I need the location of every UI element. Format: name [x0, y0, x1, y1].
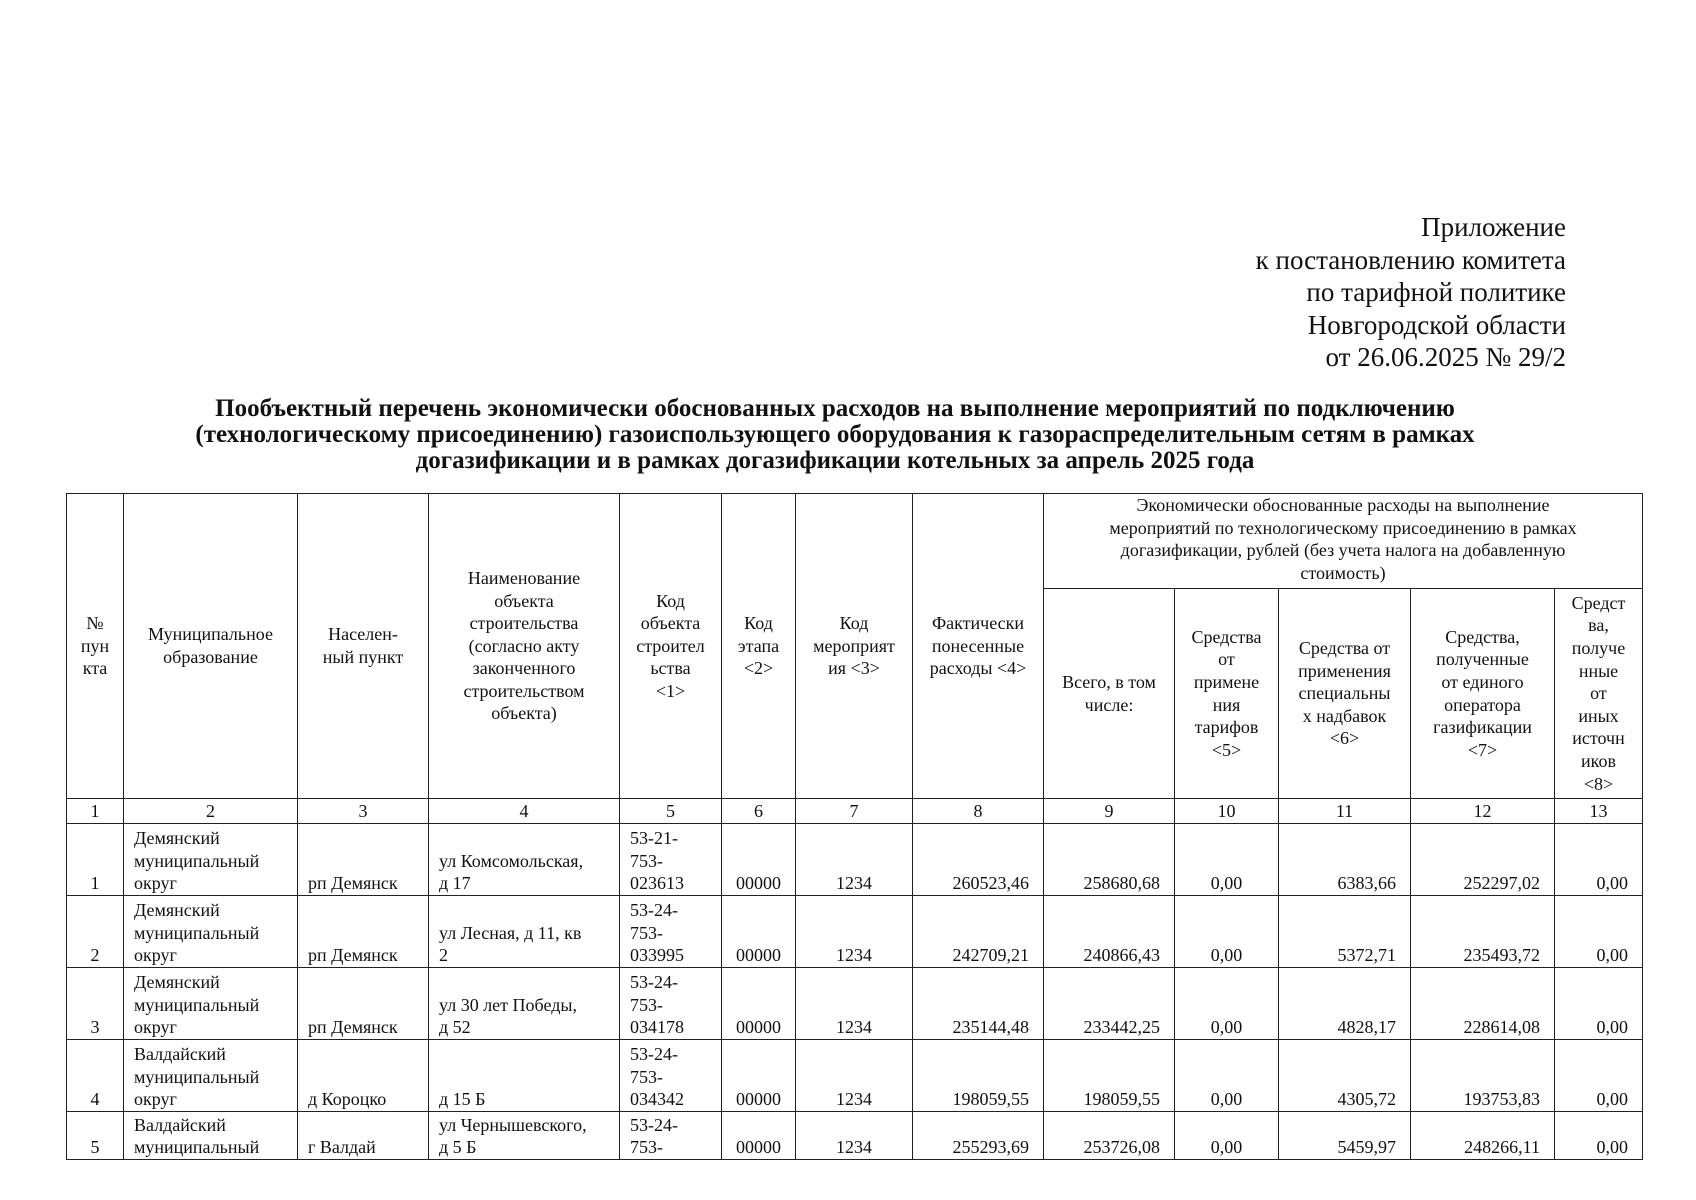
header-line: ьства [650, 658, 691, 679]
cell-surcharges: 4305,72 [1279, 1040, 1411, 1112]
cell-stage-code: 00000 [722, 1040, 796, 1112]
header-line: объекта [494, 590, 554, 611]
cell-municipality-line: округ [134, 1017, 177, 1038]
cell-municipality-line: Демянский [134, 828, 220, 849]
cell-surcharges: 5372,71 [1279, 896, 1411, 968]
header-line: (согласно акту [468, 635, 580, 656]
appendix-line: Приложение [1421, 212, 1566, 242]
header-line: <8> [1583, 773, 1614, 794]
column-number: 6 [722, 799, 796, 824]
table-row [67, 824, 1643, 896]
cell-operator: 248266,11 [1411, 1112, 1555, 1160]
cell-total: 258680,68 [1044, 824, 1175, 896]
header-line: мероприят [813, 635, 895, 656]
cell-operator: 252297,02 [1411, 824, 1555, 896]
cell-object-code-line: 753- [630, 922, 663, 943]
header-actual-costs [913, 494, 1044, 799]
column-number: 5 [620, 799, 722, 824]
cell-object-code-line: 53-21- [630, 828, 678, 849]
header-line: № [86, 613, 104, 634]
cell-municipality-line: муниципальный [134, 1137, 260, 1158]
cell-municipality-line: Валдайский [134, 1114, 226, 1135]
cell-stage-code: 00000 [722, 1112, 796, 1160]
column-number: 3 [298, 799, 429, 824]
header-line: объекта) [491, 703, 557, 724]
header-line: Наименование [467, 567, 581, 588]
header-line: оператора [1444, 694, 1521, 715]
header-line: законченного [472, 658, 576, 679]
cell-other-sources: 0,00 [1555, 896, 1643, 968]
cell-event-code: 1234 [796, 1040, 913, 1112]
header-line: Экономически обоснованные расходы на выполнение [1136, 495, 1550, 515]
column-number: 9 [1044, 799, 1175, 824]
cell-tariffs: 0,00 [1175, 896, 1279, 968]
header-line: Населен- [328, 624, 398, 645]
column-number: 13 [1555, 799, 1643, 824]
cell-actual-costs: 255293,69 [913, 1112, 1044, 1160]
title-line: догазификации и в рамках догазификации котельных за апрель 2025 года [415, 447, 1255, 474]
header-line: Фактически [931, 613, 1025, 634]
header-line: Код [656, 590, 685, 611]
header-line: числе: [1084, 694, 1134, 715]
header-line: ия <3> [828, 658, 880, 679]
header-line: ва, [1588, 615, 1609, 636]
cell-object-code-line: 023613 [630, 873, 684, 894]
header-line: стоимость) [1300, 562, 1386, 583]
cell-municipality-line: Валдайский [134, 1044, 226, 1065]
header-line: <7> [1467, 739, 1498, 760]
header-event-code [796, 494, 913, 799]
header-line: тарифов [1194, 717, 1259, 738]
header-line: догазификации, рублей (без учета налога на добавленную [1120, 540, 1566, 561]
cell-settlement: рп Демянск [298, 896, 429, 968]
header-line: применения [1298, 660, 1391, 681]
appendix-block [966, 211, 1566, 374]
cell-event-code: 1234 [796, 1112, 913, 1160]
header-line: Средства от [1298, 638, 1391, 659]
cell-object-code-line: 753- [630, 1137, 663, 1158]
cell-object-code-line: 753- [630, 1066, 663, 1087]
header-line: Муниципальное [148, 624, 273, 645]
table-row [67, 968, 1643, 1040]
cell-object-code [620, 1112, 722, 1160]
table-row [67, 1112, 1643, 1160]
header-line: газификации [1433, 717, 1532, 738]
cell-municipality [124, 1040, 298, 1112]
column-number: 4 [429, 799, 620, 824]
cell-municipality-line: округ [134, 1089, 177, 1110]
cell-total: 198059,55 [1044, 1040, 1175, 1112]
cell-object-code-line: 53-24- [630, 1044, 678, 1065]
column-number: 10 [1175, 799, 1279, 824]
document-title [90, 396, 1580, 474]
header-line: Всего, в том [1062, 671, 1156, 692]
cell-surcharges: 5459,97 [1279, 1112, 1411, 1160]
cell-municipality-line: округ [134, 873, 177, 894]
cell-municipality [124, 824, 298, 896]
cell-object-code-line: 53-24- [630, 1114, 678, 1135]
cell-actual-costs: 260523,46 [913, 824, 1044, 896]
header-line: пун [80, 635, 110, 656]
cell-object-name-line: ул Чернышевского, [439, 1114, 587, 1135]
header-line: строител [636, 635, 705, 656]
cell-other-sources: 0,00 [1555, 824, 1643, 896]
cell-object-name [429, 968, 620, 1040]
header-line: понесенные [931, 635, 1025, 656]
cell-other-sources: 0,00 [1555, 968, 1643, 1040]
cell-settlement: рп Демянск [298, 824, 429, 896]
column-number: 2 [124, 799, 298, 824]
cell-other-sources: 0,00 [1555, 1112, 1643, 1160]
cell-object-name [429, 1040, 620, 1112]
cell-tariffs: 0,00 [1175, 968, 1279, 1040]
header-surcharges [1279, 589, 1411, 799]
cell-municipality-line: Демянский [134, 900, 220, 921]
cell-operator: 193753,83 [1411, 1040, 1555, 1112]
header-operator [1411, 589, 1555, 799]
header-line: <2> [743, 658, 774, 679]
column-number: 11 [1279, 799, 1411, 824]
appendix-line: к постановлению комитета [1255, 244, 1566, 275]
cell-object-name-line: д 17 [439, 873, 471, 894]
header-line: ный пункт [322, 647, 404, 667]
cell-num: 1 [67, 824, 124, 896]
header-line: полученные [1436, 649, 1529, 670]
header-line: Средства [1191, 626, 1262, 647]
cell-object-name [429, 824, 620, 896]
cell-object-code-line: 53-24- [630, 972, 678, 993]
header-num [67, 494, 124, 799]
table-row [67, 1040, 1643, 1112]
cell-stage-code: 00000 [722, 968, 796, 1040]
header-line: нные [1578, 660, 1619, 681]
cell-municipality-line: Демянский [134, 972, 220, 993]
header-settlement [298, 494, 429, 799]
cell-object-name-line: д 52 [439, 1017, 471, 1038]
column-number-row [67, 799, 1643, 824]
header-municipality [124, 494, 298, 799]
header-line: образование [163, 647, 258, 667]
header-stage-code [722, 494, 796, 799]
cell-other-sources: 0,00 [1555, 1040, 1643, 1112]
header-line: примене [1193, 671, 1260, 692]
cell-object-name-line: ул 30 лет Победы, [439, 994, 577, 1015]
appendix-line: по тарифной политике [1306, 277, 1566, 307]
cell-num: 2 [67, 896, 124, 968]
header-line: Средст [1571, 592, 1626, 613]
header-line: этапа [737, 635, 780, 656]
cell-settlement: д Короцко [298, 1040, 429, 1112]
cell-tariffs: 0,00 [1175, 824, 1279, 896]
header-line: получе [1571, 638, 1626, 659]
cell-object-name-line: д 5 Б [439, 1137, 477, 1158]
header-line: Средства, [1445, 626, 1520, 647]
title-line: Пообъектный перечень экономически обоснованных расходов на выполнение мероприятий по подключению [215, 395, 1455, 422]
header-line: Код [839, 613, 869, 634]
header-line: специальны [1298, 683, 1391, 704]
cell-object-code [620, 968, 722, 1040]
cell-municipality-line: округ [134, 945, 177, 966]
cell-num: 3 [67, 968, 124, 1040]
cell-num: 5 [67, 1112, 124, 1160]
cell-municipality-line: муниципальный [134, 850, 260, 871]
cell-object-code-line: 753- [630, 850, 663, 871]
cell-operator: 228614,08 [1411, 968, 1555, 1040]
cell-object-code-line: 53-24- [630, 900, 678, 921]
header-line: от единого [1441, 671, 1524, 692]
cell-settlement: рп Демянск [298, 968, 429, 1040]
cell-object-code [620, 824, 722, 896]
header-other-sources [1555, 589, 1643, 799]
header-line: расходы <4> [929, 658, 1027, 679]
cell-total: 233442,25 [1044, 968, 1175, 1040]
header-line: <6> [1329, 728, 1360, 749]
header-line: мероприятий по технологическому присоединению в рамках [1109, 517, 1577, 538]
cell-object-code-line: 033995 [630, 945, 684, 966]
cell-municipality-line: муниципальный [134, 994, 260, 1015]
cell-actual-costs: 242709,21 [913, 896, 1044, 968]
cell-tariffs: 0,00 [1175, 1112, 1279, 1160]
header-line: от [1590, 683, 1607, 704]
cell-tariffs: 0,00 [1175, 1040, 1279, 1112]
cell-event-code: 1234 [796, 968, 913, 1040]
header-line: х надбавок [1302, 705, 1387, 726]
column-number: 8 [913, 799, 1044, 824]
column-number: 7 [796, 799, 913, 824]
cell-municipality [124, 896, 298, 968]
header-line: объекта [640, 613, 701, 634]
cell-object-name [429, 1112, 620, 1160]
header-line: источн [1572, 728, 1625, 749]
cell-num: 4 [67, 1040, 124, 1112]
header-line: кта [82, 658, 108, 679]
header-object-name [429, 494, 620, 799]
costs-table [66, 493, 1643, 1160]
cell-operator: 235493,72 [1411, 896, 1555, 968]
header-line: иных [1578, 705, 1619, 726]
cell-municipality [124, 968, 298, 1040]
header-line: <1> [655, 680, 686, 701]
cell-object-name-line: ул Комсомольская, [439, 850, 584, 871]
table-row [67, 896, 1643, 968]
cell-surcharges: 4828,17 [1279, 968, 1411, 1040]
header-line: иков [1581, 750, 1616, 771]
cell-object-name [429, 896, 620, 968]
header-line: <5> [1211, 739, 1242, 760]
appendix-line: Новгородской области [1307, 309, 1566, 340]
cell-object-code [620, 1040, 722, 1112]
header-line: Код [744, 613, 773, 634]
cell-total: 240866,43 [1044, 896, 1175, 968]
header-line: строительства [469, 613, 579, 634]
cell-event-code: 1234 [796, 896, 913, 968]
header-justified-costs-group [1044, 494, 1643, 589]
cell-object-name-line: 2 [439, 945, 448, 966]
column-number: 1 [67, 799, 124, 824]
cell-object-name-line: д 15 Б [439, 1089, 486, 1110]
header-total [1044, 589, 1175, 799]
cell-municipality-line: муниципальный [134, 1066, 260, 1087]
appendix-line: от 26.06.2025 № 29/2 [1325, 342, 1566, 372]
cell-event-code: 1234 [796, 824, 913, 896]
cell-actual-costs: 198059,55 [913, 1040, 1044, 1112]
header-line: строительством [463, 680, 585, 701]
cell-surcharges: 6383,66 [1279, 824, 1411, 896]
cell-object-code [620, 896, 722, 968]
cell-object-code-line: 034342 [630, 1089, 684, 1110]
cell-stage-code: 00000 [722, 824, 796, 896]
cell-object-code-line: 034178 [630, 1017, 684, 1038]
column-number: 12 [1411, 799, 1555, 824]
cell-stage-code: 00000 [722, 896, 796, 968]
cell-object-code-line: 753- [630, 994, 663, 1015]
cell-actual-costs: 235144,48 [913, 968, 1044, 1040]
cell-municipality-line: муниципальный [134, 922, 260, 943]
header-line: ния [1212, 694, 1241, 715]
title-line: (технологическому присоединению) газоиспользующего оборудования к газораспределительным сетям в рамках [195, 421, 1475, 448]
header-tariffs [1175, 589, 1279, 799]
cell-object-name-line: ул Лесная, д 11, кв [439, 922, 582, 943]
header-object-code [620, 494, 722, 799]
cell-settlement: г Валдай [298, 1112, 429, 1160]
header-line: от [1218, 649, 1235, 670]
cell-total: 253726,08 [1044, 1112, 1175, 1160]
cell-municipality [124, 1112, 298, 1160]
